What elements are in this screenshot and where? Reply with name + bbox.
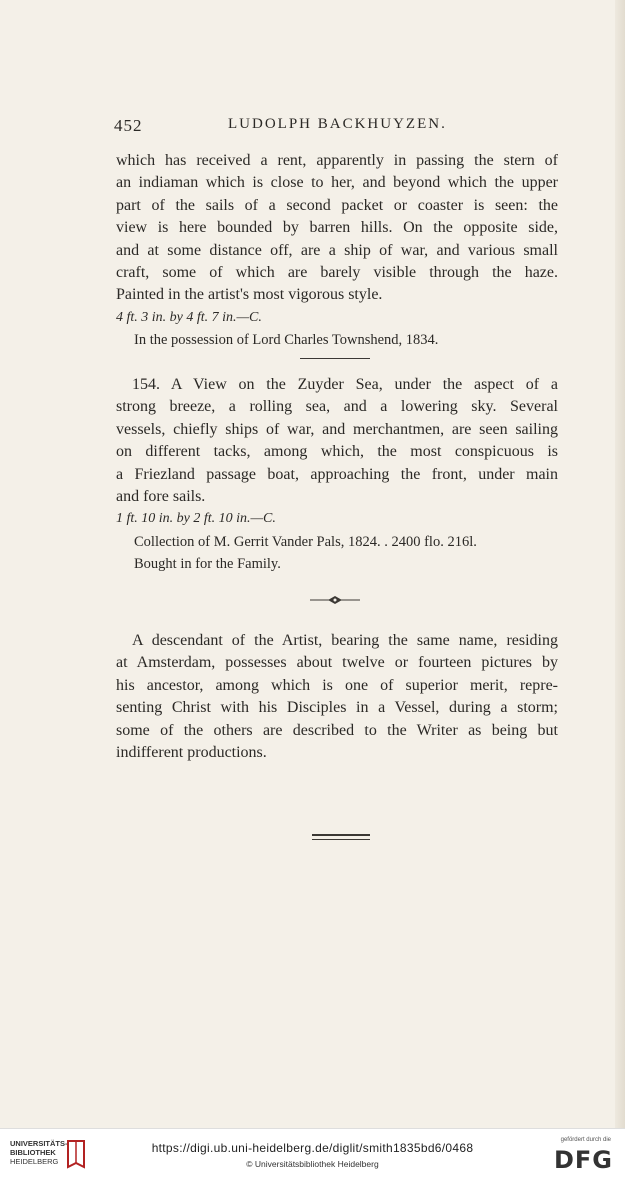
dimensions: 4 ft. 3 in. by 4 ft. 7 in.—C. [116,309,262,325]
running-head [114,116,554,136]
provenance: In the possession of Lord Charles Townshend, 1834. [134,332,439,349]
text-line: an indiaman which is close to her, and beyond which the upper [116,174,558,192]
end-rule-thin [312,839,370,840]
dfg-logo: DFG [553,1146,613,1174]
ornament-divider [300,594,370,606]
page-url-link[interactable]: https://digi.ub.uni-heidelberg.de/diglit/smith1835bd6/0468 [151,1141,474,1155]
end-rule [312,834,370,836]
copyright-text: © Universitätsbibliothek Heidelberg [246,1159,379,1169]
page-edge-shadow [615,0,625,1128]
text-line: some of the others are described to the Writer as being but [116,721,558,739]
text-line: and at some distance off, are a ship of war, and various small [116,241,558,259]
text-line: at Amsterdam, possesses about twelve or fourteen pictures by [116,654,558,672]
page-number: 452 [114,116,143,135]
text-line: and fore sails. [116,488,206,506]
text-line: a Friezland passage boat, approaching the front, under main [116,465,558,483]
text-line: vessels, chiefly ships of war, and merchantmen, are seen sailing [116,420,558,438]
bought-note: Bought in for the Family. [134,556,281,573]
text-line: indifferent productions. [116,744,267,762]
library-name-line: UNIVERSITÄTS- [10,1139,68,1148]
text-line: craft, some of which are barely visible through the haze. [116,264,558,282]
text-line: which has received a rent, apparently in passing the stern of [116,152,558,169]
text-line: A descendant of the Artist, bearing the same name, residing [132,632,558,649]
funding-note: gefördert durch die [560,1137,611,1143]
text-line: his ancestor, among which is one of superior merit, repre- [116,676,558,694]
library-name-line: BIBLIOTHEK [10,1148,56,1157]
closing-paragraph [116,630,558,764]
text-line: strong breeze, a rolling sea, and a lowering sky. Several [116,398,558,416]
text-line: part of the sails of a second packet or coaster is seen: the [116,196,558,214]
entry-continuation [116,150,558,352]
entry-154 [116,374,558,576]
section-rule [300,358,370,359]
library-name-line: HEIDELBERG [10,1157,59,1166]
dimensions: 1 ft. 10 in. by 2 ft. 10 in.—C. [116,511,276,527]
text-line: senting Christ with his Disciples in a Vessel, during a storm; [116,699,558,717]
text-line: on different tacks, among which, the most conspicuous is [116,443,558,461]
collection-record: Collection of M. Gerrit Vander Pals, 1824. . 2400 flo. 216l. [134,533,477,550]
digitization-footer [0,1128,625,1177]
text-line: Painted in the artist's most vigorous style. [116,286,383,304]
text-line: view is here bounded by barren hills. On the opposite side, [116,219,558,237]
text-line: 154. A View on the Zuyder Sea, under the aspect of a [132,376,558,393]
running-title: LUDOLPH BACKHUYZEN. [228,116,447,132]
